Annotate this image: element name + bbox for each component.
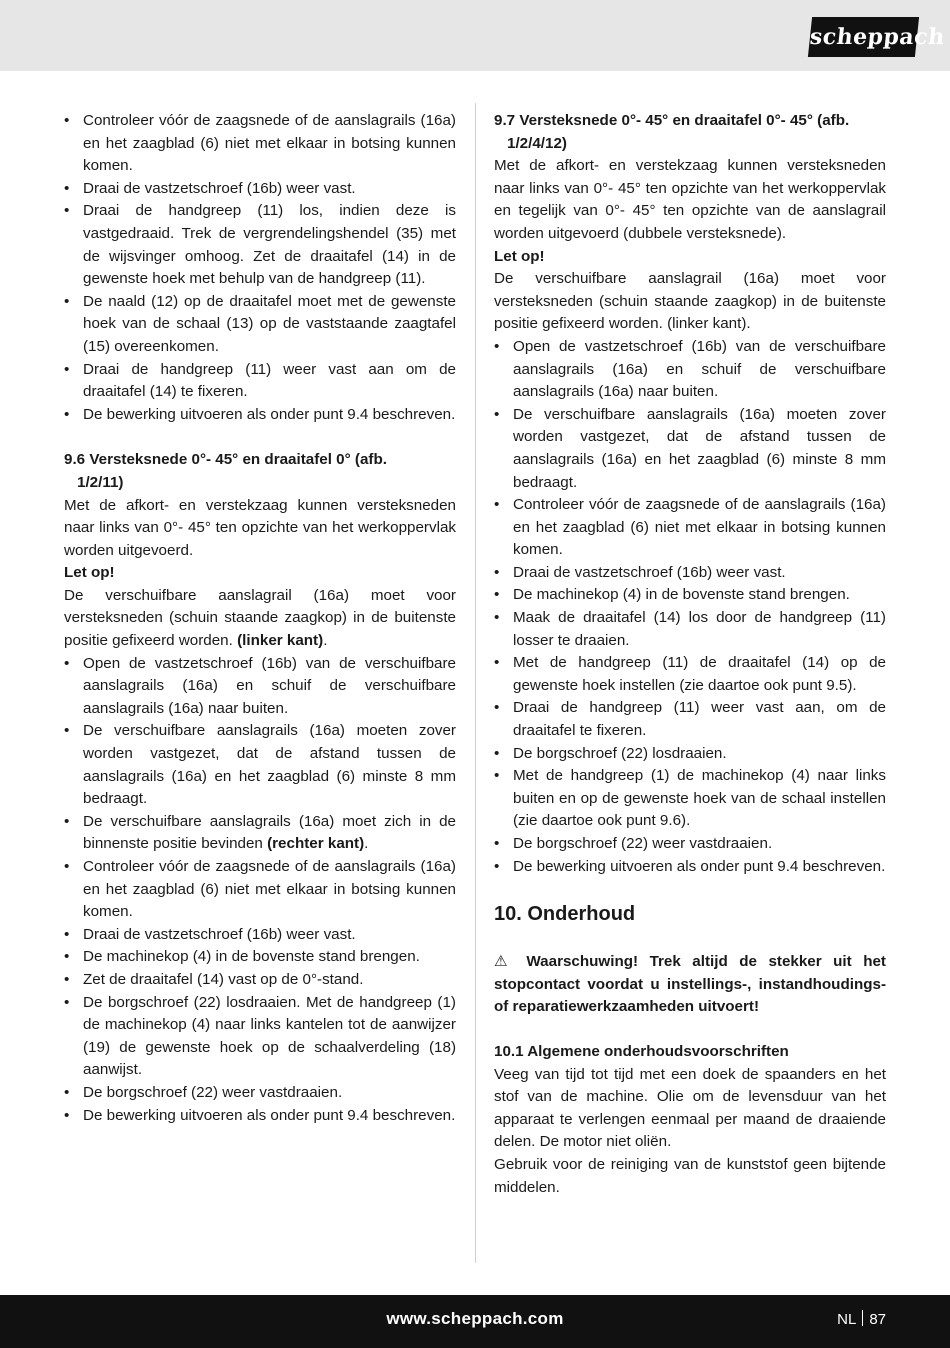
- list-item: • Controleer vóór de zaagsnede of de aanslagrails (16a) en het zaagblad (6) niet met elkaar in botsing kunnen komen.: [494, 494, 886, 562]
- left-column: [64, 110, 456, 1127]
- list-item: • De verschuifbare aanslagrails (16a) moeten zover worden vastgezet, dat de afstand tussen de aanslagrails (16a) en het zaagblad (6) minste 8 mm bedraagt.: [494, 404, 886, 494]
- footer-bar: [0, 1295, 950, 1348]
- list-item: • De naald (12) op de draaitafel moet met de gewenste hoek van de schaal (13) op de vaststaande zaagtafel (15) overeenkomen.: [64, 291, 456, 359]
- section-heading-10-1: 10.1 Algemene onderhoudsvoorschriften: [494, 1042, 789, 1060]
- bullet-list-9-6: [64, 653, 456, 1127]
- list-item: • Draai de handgreep (11) los, indien deze is vastgedraaid. Trek de vergrendelingshendel (35) met de wijsvinger omhoog. Zet de draaitafel (14) in de gewenste hoek met behulp van de handgreep (11).: [64, 200, 456, 290]
- right-column: [494, 110, 886, 1199]
- bullet-list-9-7: [494, 336, 886, 878]
- note-end: .: [323, 632, 328, 650]
- list-item: • Met de handgreep (1) de machinekop (4) naar links buiten en op de gewenste hoek van de schaal instellen (zie daartoe ook punt 9.6).: [494, 765, 886, 833]
- list-item: • Draai de vastzetschroef (16b) weer vast.: [64, 178, 456, 201]
- list-item: • Draai de handgreep (11) weer vast aan, om de draaitafel te fixeren.: [494, 697, 886, 742]
- scheppach-logo: scheppach: [808, 17, 919, 57]
- note-text: De verschuifbare aanslagrail (16a) moet voor versteksneden (schuin staande zaagkop) in de buitenste positie gefixeerd worden.: [64, 586, 456, 650]
- list-item: • Open de vastzetschroef (16b) van de verschuifbare aanslagrails (16a) en schuif de verschuifbare aanslagrails (16a) naar buiten.: [494, 336, 886, 404]
- page-num: 87: [869, 1311, 886, 1328]
- letop-label: Let op!: [494, 247, 545, 265]
- list-item: • De borgschroef (22) losdraaien.: [494, 743, 886, 766]
- list-item: • De borgschroef (22) losdraaien. Met de handgreep (1) de machinekop (4) naar links kantelen tot de aanwijzer (19) de gewenste hoek op de schaalverdeling (18) aanwijst.: [64, 992, 456, 1082]
- section-heading-10: 10. Onderhoud: [494, 903, 636, 926]
- note-bold: (linker kant): [237, 632, 324, 650]
- list-item: • Draai de vastzetschroef (16b) weer vast.: [494, 562, 886, 585]
- list-item: • De verschuifbare aanslagrails (16a) moeten zover worden vastgezet, dat de afstand tussen de aanslagrails (16a) en het zaagblad (6) minste 8 mm bedraagt.: [64, 720, 456, 810]
- footer-url: www.scheppach.com: [386, 1309, 564, 1328]
- list-item: • Controleer vóór de zaagsnede of de aanslagrails (16a) en het zaagblad (6) niet met elkaar in botsing kunnen komen.: [64, 110, 456, 178]
- list-item: • De bewerking uitvoeren als onder punt 9.4 beschreven.: [64, 404, 456, 427]
- list-item: • De borgschroef (22) weer vastdraaien.: [64, 1082, 456, 1105]
- warning-triangle-icon: ⚠: [494, 953, 515, 971]
- list-item: • Controleer vóór de zaagsnede of de aanslagrails (16a) en het zaagblad (6) niet met elkaar in botsing kunnen komen.: [64, 856, 456, 924]
- list-item: [64, 811, 456, 856]
- page-number: [837, 1310, 886, 1328]
- list-item: • Maak de draaitafel (14) los door de handgreep (11) losser te draaien.: [494, 607, 886, 652]
- list-item: • De bewerking uitvoeren als onder punt 9.4 beschreven.: [494, 856, 886, 879]
- list-item: • Zet de draaitafel (14) vast op de 0°-stand.: [64, 969, 456, 992]
- section-heading-9-7: [494, 110, 886, 155]
- list-item: • Draai de handgreep (11) weer vast aan om de draaitafel (14) te fixeren.: [64, 359, 456, 404]
- note-paragraph: [64, 585, 456, 653]
- list-item-bold: (rechter kant): [267, 835, 365, 853]
- maintenance-paragraph-1: Veeg van tijd tot tijd met een doek de spaanders en het stof van de machine. Olie om de levensduur van het apparaat te verlengen eenmaal per maand de draaiende delen. De motor niet oliën.: [494, 1065, 886, 1151]
- maintenance-paragraph-2: Gebruik voor de reiniging van de kunststof geen bijtende middelen.: [494, 1155, 886, 1196]
- warning-paragraph: [494, 951, 886, 1019]
- list-item: • Met de handgreep (11) de draaitafel (14) op de gewenste hoek instellen (zie daartoe ook punt 9.5).: [494, 652, 886, 697]
- column-divider: [475, 103, 476, 1263]
- note-paragraph: De verschuifbare aanslagrail (16a) moet voor versteksneden (schuin staande zaagkop) in de buitenste positie gefixeerd worden. (linker kant).: [494, 270, 886, 333]
- section-heading-9-6: [64, 449, 456, 494]
- list-item: • De machinekop (4) in de bovenste stand brengen.: [494, 584, 886, 607]
- list-item: • De bewerking uitvoeren als onder punt 9.4 beschreven.: [64, 1105, 456, 1128]
- list-item-text: De verschuifbare aanslagrails (16a) moet zich in de binnenste positie bevinden: [83, 812, 456, 853]
- list-item: • De machinekop (4) in de bovenste stand brengen.: [64, 946, 456, 969]
- heading-line-2: 1/2/11): [77, 473, 124, 491]
- language-code: NL: [837, 1311, 857, 1328]
- letop-label: Let op!: [64, 564, 115, 582]
- bullet-list-top: [64, 110, 456, 426]
- section-intro: Met de afkort- en verstekzaag kunnen versteksneden naar links van 0°- 45° ten opzichte van het werkoppervlak worden uitgevoerd.: [64, 496, 456, 559]
- heading-line-1: 9.7 Versteksnede 0°- 45° en draaitafel 0°- 45° (afb.: [494, 112, 850, 129]
- separator: [862, 1310, 863, 1326]
- list-item-end: .: [364, 835, 369, 853]
- list-item: • De borgschroef (22) weer vastdraaien.: [494, 833, 886, 856]
- header-bar: [0, 0, 950, 71]
- list-item: • Open de vastzetschroef (16b) van de verschuifbare aanslagrails (16a) en schuif de verschuifbare aanslagrails (16a) naar buiten.: [64, 653, 456, 721]
- warning-text: Waarschuwing! Trek altijd de stekker uit het stopcontact voordat u instellings-, instandhoudings- of reparatiewerkzaamheden uitvoert!: [494, 953, 886, 1016]
- heading-line-2: 1/2/4/12): [507, 134, 567, 152]
- section-intro: Met de afkort- en verstekzaag kunnen versteksneden naar links van 0°- 45° ten opzichte van het werkoppervlak en tegelijk van 0°- 45° ten opzichte van de aanslagrail worden uitgevoerd (dubbele versteksnede).: [494, 157, 886, 242]
- heading-line-1: 9.6 Versteksnede 0°- 45° en draaitafel 0° (afb.: [64, 451, 387, 469]
- list-item: • Draai de vastzetschroef (16b) weer vast.: [64, 924, 456, 947]
